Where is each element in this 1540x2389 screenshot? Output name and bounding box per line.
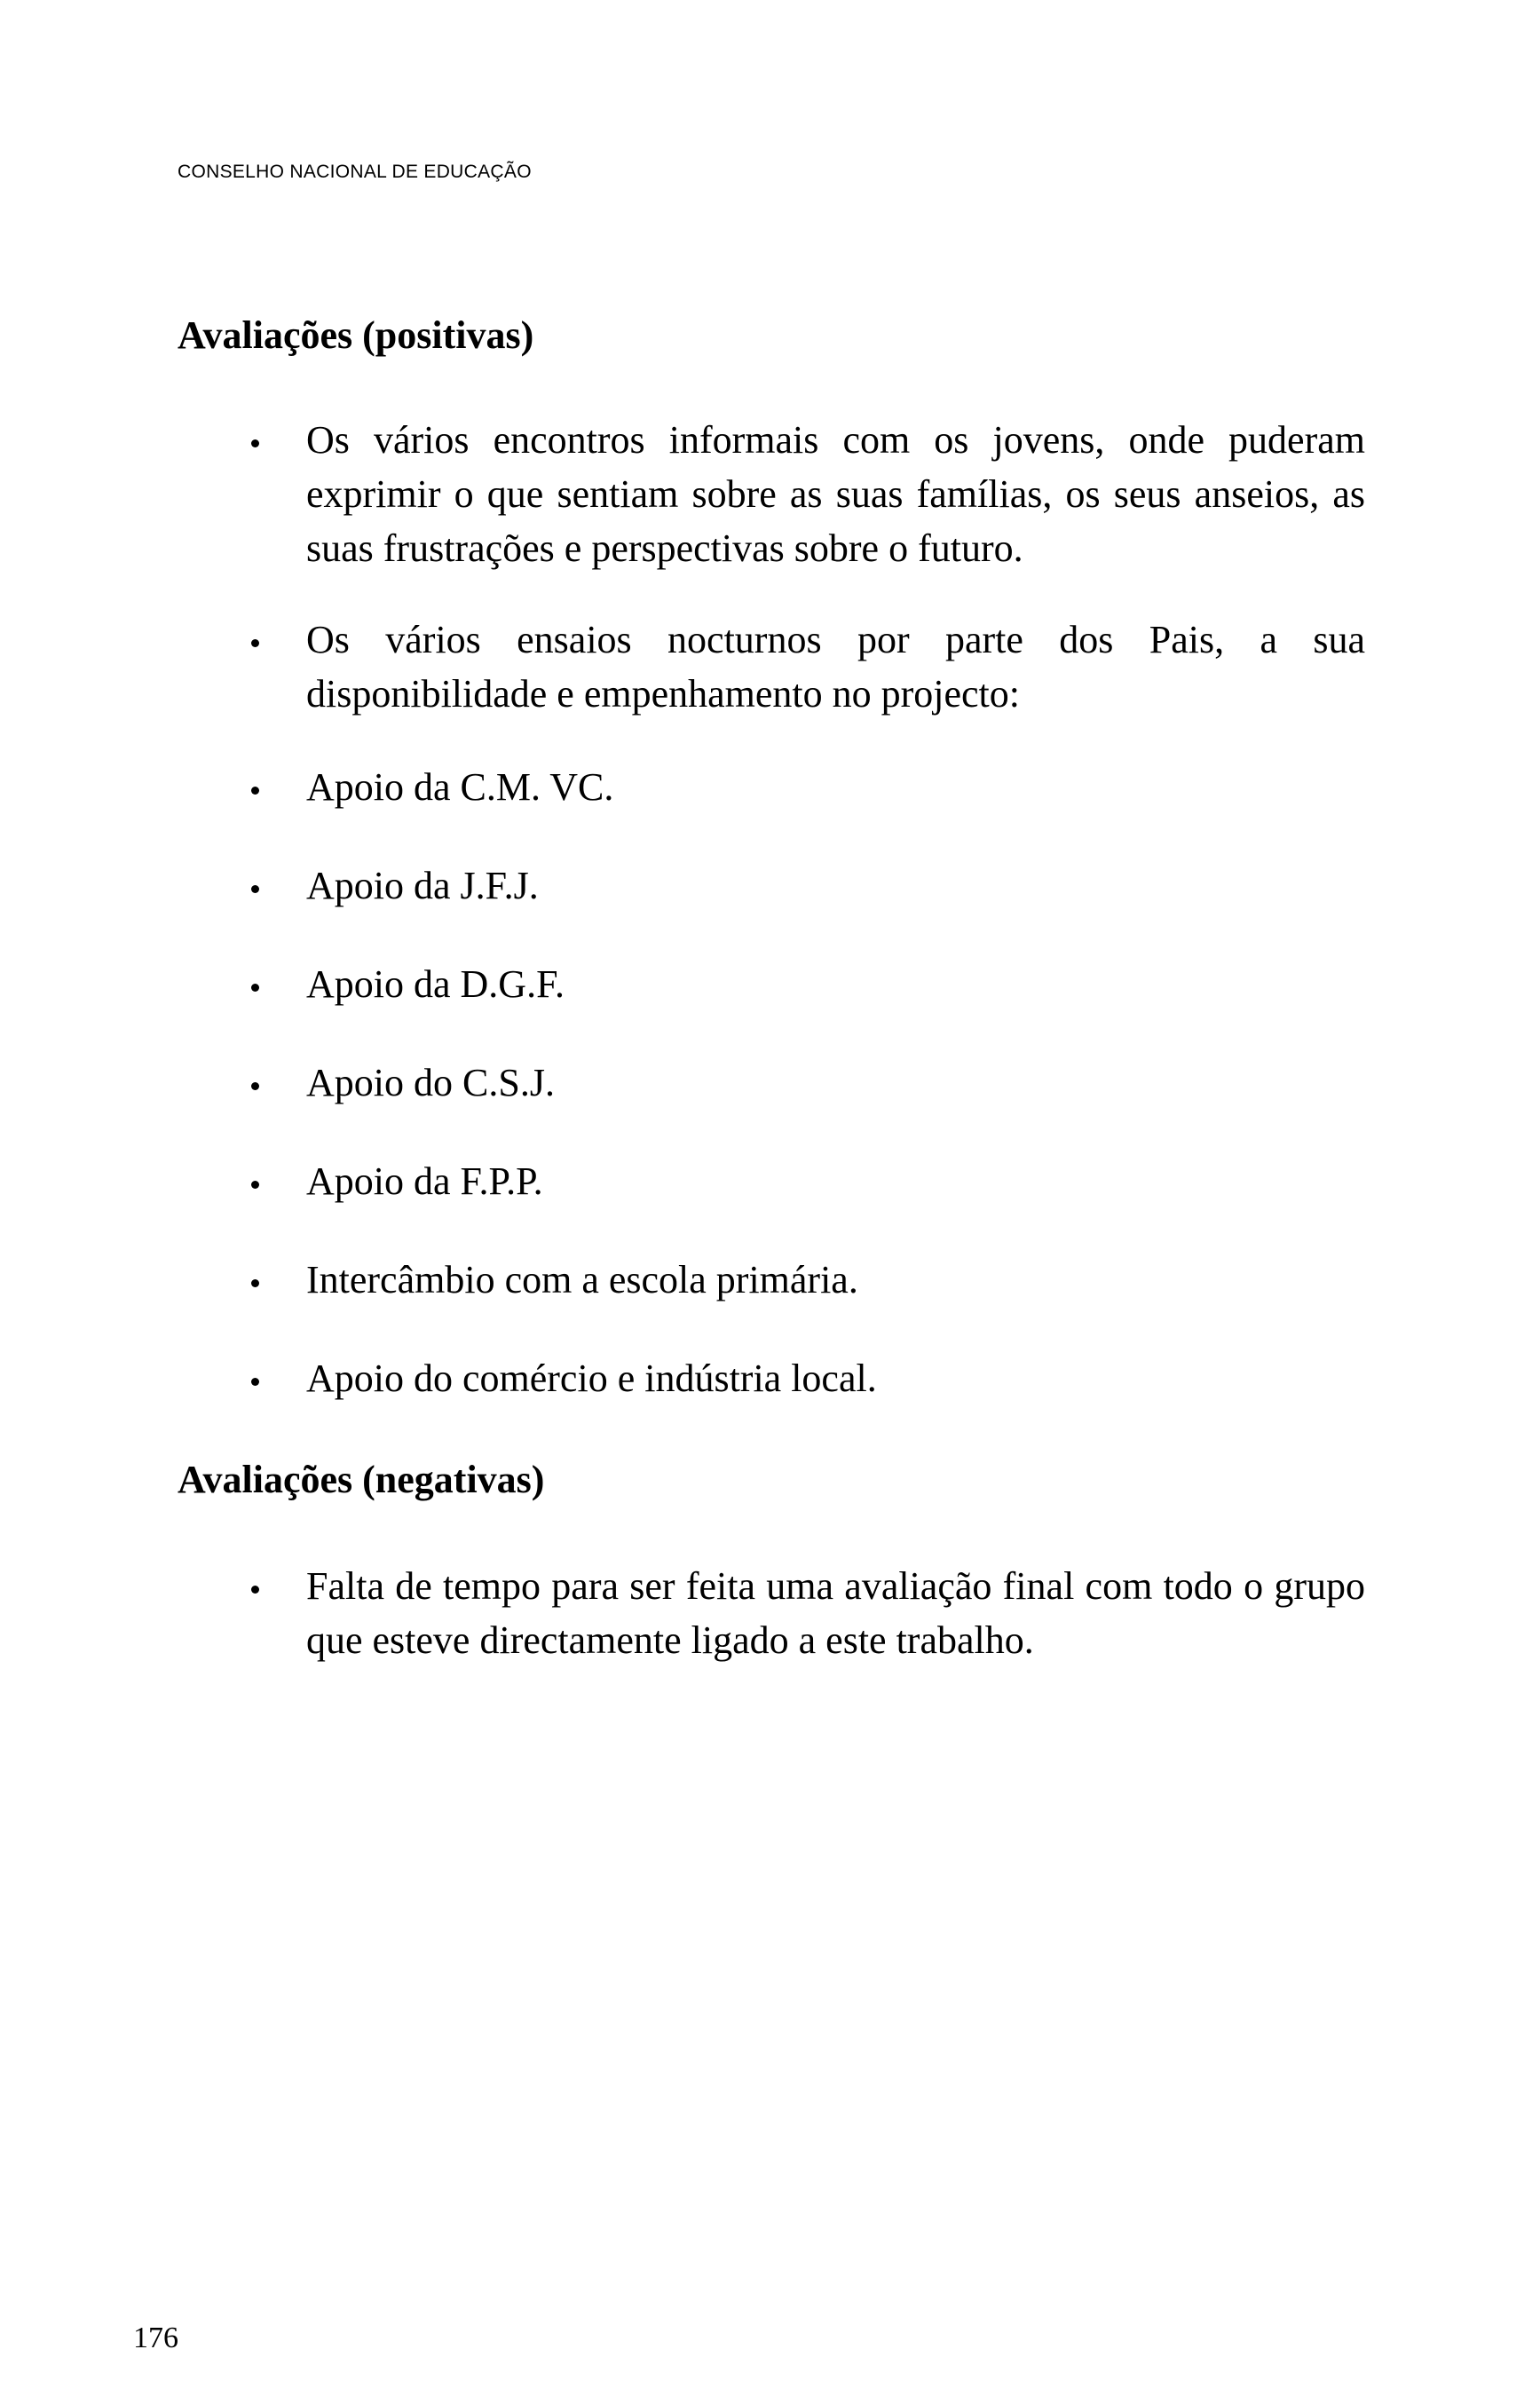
bullet-icon bbox=[251, 1586, 259, 1594]
list-item bbox=[251, 1559, 1365, 1667]
bullet-icon bbox=[251, 1378, 259, 1386]
list-item bbox=[251, 957, 1365, 1011]
list-item-text: Intercâmbio com a escola primária. bbox=[306, 1258, 858, 1301]
page-number: 176 bbox=[133, 2322, 178, 2354]
list-item bbox=[251, 613, 1365, 721]
section-heading-positive: Avaliações (positivas) bbox=[178, 313, 534, 357]
list-item bbox=[251, 1253, 1365, 1307]
bullet-icon bbox=[251, 885, 259, 893]
bullet-icon bbox=[251, 639, 259, 647]
list-item bbox=[251, 1154, 1365, 1208]
list-item-text: Os vários encontros informais com os jovens, onde puderam exprimir o que sentiam sobre as suas famílias, os seus anseios, as suas frustrações e perspectivas sobre o futuro. bbox=[306, 418, 1365, 570]
list-item bbox=[251, 1351, 1365, 1405]
list-item-text: Apoio da J.F.J. bbox=[306, 864, 539, 907]
bullet-icon bbox=[251, 984, 259, 992]
list-item-text: Apoio da D.G.F. bbox=[306, 962, 565, 1006]
list-item-text: Os vários ensaios nocturnos por parte dos Pais, a sua disponibilidade e empenhamento no projecto: bbox=[306, 618, 1365, 716]
list-item-text: Apoio do comércio e indústria local. bbox=[306, 1357, 877, 1400]
list-item-text: Apoio da C.M. VC. bbox=[306, 765, 614, 809]
bullet-icon bbox=[251, 787, 259, 795]
list-item bbox=[251, 858, 1365, 913]
list-item-text: Apoio da F.P.P. bbox=[306, 1159, 543, 1203]
list-item-text: Apoio do C.S.J. bbox=[306, 1061, 555, 1104]
bullet-icon bbox=[251, 439, 259, 447]
positive-evaluations-list bbox=[251, 413, 1365, 1405]
list-item-text: Falta de tempo para ser feita uma avaliação final com todo o grupo que esteve directamente ligado a este trabalho. bbox=[306, 1564, 1365, 1662]
bullet-icon bbox=[251, 1279, 259, 1287]
bullet-icon bbox=[251, 1181, 259, 1189]
negative-evaluations-list bbox=[251, 1559, 1365, 1667]
list-item bbox=[251, 413, 1365, 575]
bullet-icon bbox=[251, 1082, 259, 1090]
section-heading-negative: Avaliações (negativas) bbox=[178, 1458, 545, 1501]
running-header: CONSELHO NACIONAL DE EDUCAÇÃO bbox=[178, 162, 532, 182]
list-item bbox=[251, 1056, 1365, 1110]
list-item bbox=[251, 760, 1365, 814]
